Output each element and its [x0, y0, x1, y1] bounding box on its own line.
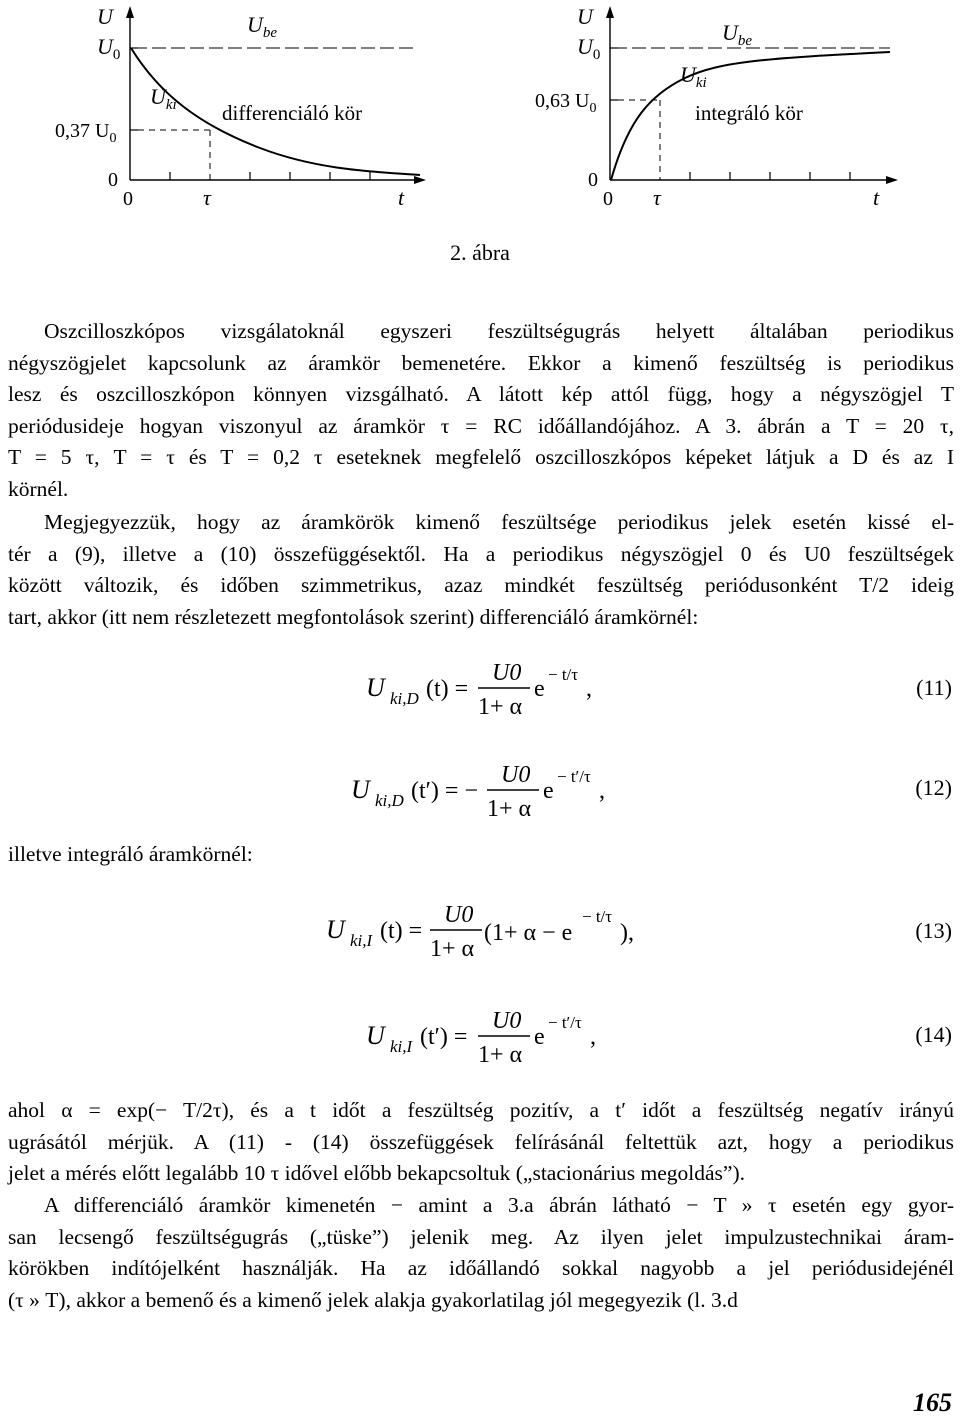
equation-13 [320, 892, 660, 972]
x-tau-label: τ [653, 185, 661, 210]
x-zero-label: 0 [603, 188, 613, 210]
text-line: A differenciáló áramkör kimenetén − amint a 3.a ábrán látható − T » τ esetén egy gyor- [44, 1193, 954, 1217]
text-line: jelet a mérés előtt legalább 10 τ idővel előbb bekapcsoltuk („stacionárius megoldás”). [8, 1161, 746, 1185]
y-axis-label: U [97, 4, 113, 29]
x-axis-arrow [886, 176, 898, 184]
text-line: tér a (9), illetve a (10) összefüggésektől. Ha a periodikus négyszögjel 0 és U0 feszültségek [8, 541, 954, 566]
text-line: Megjegyezzük, hogy az áramkörök kimenő feszültsége periodikus jelek esetén kissé el- [44, 510, 954, 534]
figure-title: integráló kör [695, 101, 803, 125]
svg-text:ki,I: ki,I [350, 931, 373, 950]
figure-differentiator [0, 0, 470, 225]
equation-number-13: (13) [915, 918, 952, 943]
page-number: 165 [913, 1388, 952, 1417]
svg-text:U0: U0 [492, 660, 522, 686]
svg-text:− t′/τ: − t′/τ [548, 1013, 582, 1032]
svg-text:(t′) =: (t′) = [420, 1024, 468, 1050]
y-zero-label: 0 [108, 169, 118, 191]
equation-12 [345, 752, 675, 832]
u-ki-label: $U_{ki}$ [150, 84, 177, 113]
svg-text:1+ α: 1+ α [478, 1042, 523, 1068]
svg-text:ki,I: ki,I [390, 1037, 413, 1056]
x-tau-label: τ [203, 185, 211, 210]
u-be-label: $U_{be}$ [247, 12, 278, 41]
svg-text:,: , [590, 1024, 596, 1050]
y-zero-label: 0 [588, 169, 598, 191]
svg-text:ki,D: ki,D [390, 689, 419, 708]
svg-text:U: U [326, 915, 345, 944]
svg-text:U0: U0 [492, 1008, 522, 1034]
figure-caption: 2. ábra [450, 240, 510, 265]
x-t-label: t [873, 185, 880, 210]
text-line: (τ » T), akkor a bemenő és a kimenő jelek alakja gyakorlatilag jól megegyezik (l. 3.d [8, 1287, 738, 1312]
svg-text:− t/τ: − t/τ [582, 907, 613, 926]
x-t-label: t [398, 185, 405, 210]
y-axis-arrow [606, 6, 614, 18]
text-line: között változik, és időben szimmetrikus, azaz mindkét feszültség periódusonként T/2 ideig [8, 573, 954, 597]
x-axis-arrow [414, 176, 426, 184]
level-label: 0,37 $U_0$ [55, 120, 117, 146]
svg-text:U: U [366, 1021, 385, 1050]
svg-text:ki,D: ki,D [375, 791, 404, 810]
svg-text:e: e [534, 676, 545, 702]
svg-text:(t) =: (t) = [380, 918, 423, 944]
svg-text:(1+ α − e: (1+ α − e [484, 920, 573, 946]
text-line: ugrásától mérjük. A (11) - (14) összefüggések felírásánál feltettük azt, hogy a periodikus [8, 1129, 954, 1154]
paragraph-1 [8, 316, 954, 505]
svg-text:U0: U0 [501, 762, 531, 788]
equation-number-11: (11) [916, 675, 952, 700]
text-line: san lecsengő feszültségugrás („tüske”) jelenik meg. Az ilyen jelet impulzustechnikai áram- [8, 1224, 954, 1249]
x-zero-label: 0 [123, 188, 133, 210]
svg-text:U: U [366, 673, 385, 702]
u-be-label: $U_{be}$ [722, 20, 753, 49]
svg-text:− t/τ: − t/τ [548, 665, 579, 684]
text-line: Oszcilloszkópos vizsgálatoknál egyszeri feszültségugrás helyett általában periodikus [44, 319, 954, 343]
svg-text:e: e [534, 1024, 545, 1050]
u0-label: $U_0$ [97, 34, 121, 63]
svg-text:− t′/τ: − t′/τ [557, 767, 591, 786]
svg-text:(t′) = −: (t′) = − [411, 778, 478, 804]
u0-label: $U_0$ [577, 34, 601, 63]
equation-number-12: (12) [915, 775, 952, 800]
text-line: periódusideje hogyan viszonyul az áramkör τ = RC időállandójához. A 3. ábrán a T = 20 τ, [8, 413, 954, 438]
text-line: lesz és oszcilloszkópon könnyen vizsgálható. A látott kép attól függ, hogy a négyszögjel T [8, 382, 954, 406]
svg-text:1+ α: 1+ α [487, 796, 532, 822]
text-line: tart, akkor (itt nem részletezett megfontolások szerint) differenciáló áramkörnél: [8, 604, 699, 629]
svg-text:,: , [586, 676, 592, 702]
svg-text:U0: U0 [444, 902, 474, 928]
integrator-intro: illetve integráló áramkörnél: [8, 842, 253, 866]
equation-number-14: (14) [915, 1022, 952, 1047]
y-axis-arrow [126, 6, 134, 18]
paragraph-2 [8, 507, 954, 633]
svg-text:(t) =: (t) = [426, 676, 469, 702]
svg-text:,: , [599, 778, 605, 804]
text-line: T = 5 τ, T = τ és T = 0,2 τ eseteknek megfelelő oszcilloszkópos képeket látjuk a D és az I [8, 445, 954, 469]
paragraph-4 [8, 1190, 954, 1316]
text-line: körnél. [8, 476, 69, 501]
svg-text:1+ α: 1+ α [478, 694, 523, 720]
svg-text:),: ), [620, 920, 634, 946]
svg-text:1+ α: 1+ α [430, 936, 475, 962]
svg-text:e: e [543, 778, 554, 804]
svg-text:U: U [351, 775, 370, 804]
figure-title: differenciáló kör [222, 101, 363, 125]
equation-11 [360, 650, 680, 730]
equation-14 [360, 998, 680, 1078]
text-line: körökben indítójelként használják. Ha az időállandó sokkal nagyobb a jel periódusidejénél [8, 1256, 954, 1280]
u-ki-label: $U_{ki}$ [680, 62, 707, 91]
level-label: 0,63 $U_0$ [535, 90, 597, 116]
figure-integrator [480, 0, 950, 225]
text-line: négyszögjelet kapcsolunk az áramkör bemenetére. Ekkor a kimenő feszültség is periodikus [8, 350, 954, 375]
text-line: ahol α = exp(− T/2τ), és a t időt a feszültség pozitív, a t′ időt a feszültség negatív irányú [8, 1098, 954, 1122]
y-axis-label: U [577, 4, 593, 29]
paragraph-3 [8, 1095, 954, 1190]
